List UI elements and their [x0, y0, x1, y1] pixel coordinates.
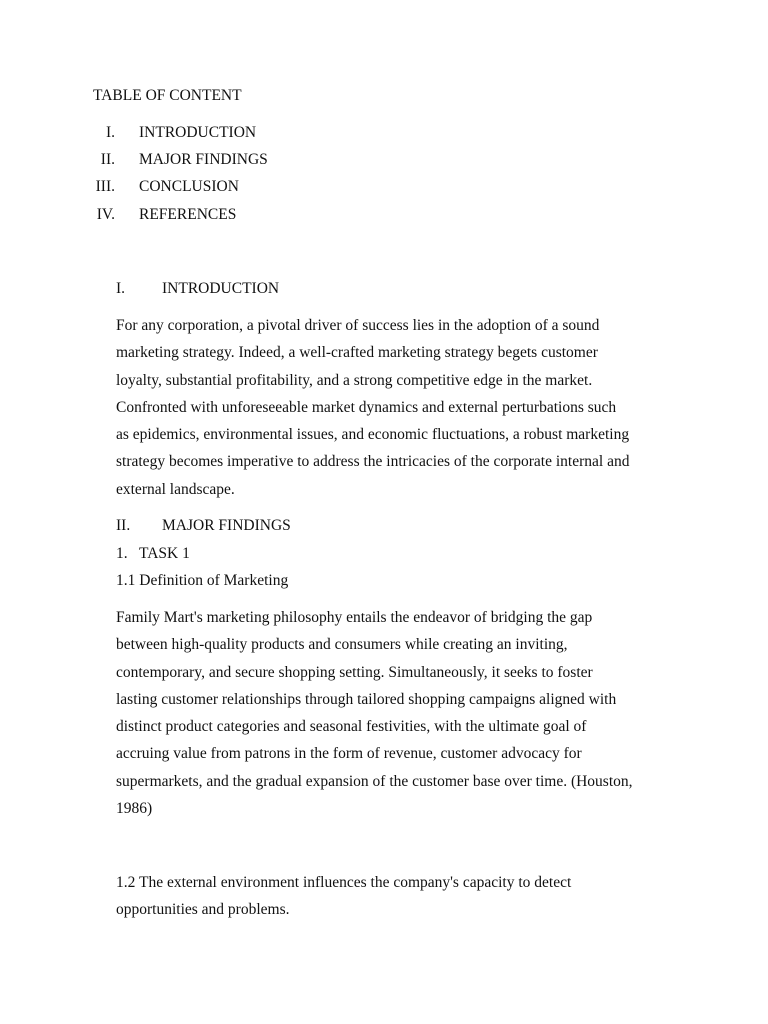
paragraph-line: 1.2 The external environment influences the company's capacity to detect: [116, 874, 572, 891]
toc-title: TABLE OF CONTENT: [93, 87, 242, 104]
paragraph-line: supermarkets, and the gradual expansion of the customer base over time. (Houston,: [116, 772, 633, 790]
section-heading-major-findings: MAJOR FINDINGS: [162, 517, 291, 534]
toc-item-number: I.: [105, 124, 115, 141]
paragraph-line: strategy becomes imperative to address the intricacies of the corporate internal and: [116, 453, 630, 471]
paragraph-line: opportunities and problems.: [116, 901, 290, 919]
section-number: I.: [116, 280, 126, 297]
paragraph-line: Family Mart's marketing philosophy entails the endeavor of bridging the gap: [116, 609, 593, 626]
toc-item-number: II.: [100, 151, 115, 168]
paragraph-line: contemporary, and secure shopping setting. Simultaneously, it seeks to foster: [116, 663, 593, 681]
paragraph-line: between high-quality products and consumers while creating an inviting,: [116, 636, 568, 654]
paragraph-line: distinct product categories and seasonal festivities, with the ultimate goal of: [116, 718, 587, 736]
subsection-external-environment: [116, 869, 676, 924]
definition-paragraph: [116, 604, 676, 822]
introduction-paragraph: [116, 312, 676, 503]
paragraph-line: lasting customer relationships through tailored shopping campaigns aligned with: [116, 690, 617, 708]
toc-item-number: IV.: [96, 206, 115, 223]
paragraph-line: For any corporation, a pivotal driver of success lies in the adoption of a sound: [116, 317, 600, 334]
section-heading-introduction: INTRODUCTION: [162, 280, 280, 297]
subsection-heading-definition: 1.1 Definition of Marketing: [116, 572, 289, 589]
paragraph-line: Confronted with unforeseeable market dynamics and external perturbations such: [116, 398, 617, 416]
task-number: 1.: [116, 545, 128, 562]
paragraph-line: loyalty, substantial profitability, and a strong competitive edge in the market.: [116, 371, 593, 389]
task-label: TASK 1: [139, 545, 190, 562]
toc-item-number: III.: [95, 178, 115, 195]
toc-item-major-findings: MAJOR FINDINGS: [139, 151, 268, 168]
paragraph-line: 1986): [116, 800, 153, 818]
toc-item-conclusion: CONCLUSION: [139, 178, 239, 195]
paragraph-line: as epidemics, environmental issues, and economic fluctuations, a robust marketing: [116, 426, 630, 444]
paragraph-line: marketing strategy. Indeed, a well-crafted marketing strategy begets customer: [116, 344, 598, 362]
paragraph-line: accruing value from patrons in the form of revenue, customer advocacy for: [116, 745, 582, 763]
paragraph-line: external landscape.: [116, 480, 235, 498]
toc-item-references: REFERENCES: [139, 206, 237, 223]
toc-item-introduction: INTRODUCTION: [139, 124, 257, 141]
section-number: II.: [116, 517, 131, 534]
